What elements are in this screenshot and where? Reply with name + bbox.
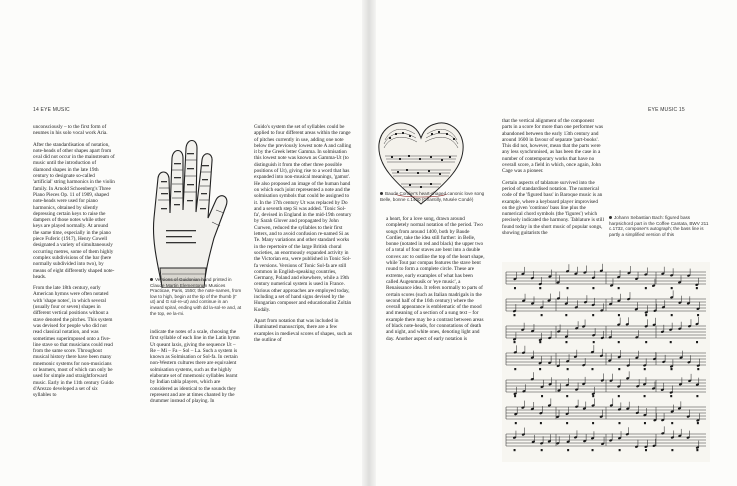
paragraph: unconsciously – to the first form of neumes in his solo vocal work Aria. xyxy=(33,124,108,137)
paragraph: indicate the notes of a scale, choosing the first syllable of each line in the Latin hymn Ut queant laxis, giving the sequence Ut – Re – Mi – Fa – Sol – La. Such a system is known as Solmisation or Sol-fa. In certain non-Western cultures there are equivalent solmisation systems, such as the highly elaborate set of mnemonic syllables learnt by Indian tabla players, which are considered as identical to the sounds they represent and are at times chanted by the drummer instead of playing. In xyxy=(150,329,240,405)
caption-bullet-icon xyxy=(150,278,153,281)
guidonian-hand-illustration xyxy=(122,118,240,288)
caption-text: Versions of Guidonian hand printed in Claude Martin Elementorum Musices Practicae, Paris, 1550; the note-names, from low to high, begin at the tip of the thumb (Γ ut) and G sol-re-ut) and continue in an inward spiral, ending with dd la-sol-re and, at the top, ee la-mi. xyxy=(150,277,242,316)
left-column-3 xyxy=(254,124,352,348)
left-column-2 xyxy=(150,329,242,410)
book-gutter xyxy=(362,0,376,486)
paragraph: a heart, for a love song, drawn around completely normal notation of the period. Two songs from around 1400, both by Baude Cordier, take the idea still further: in Belle, bonne (notated in red and black) the upper two of a total of four staves are bent into a double convex arc to outline the top of the heart shape, while Tout par compas features the stave bent round to form a complete circle. These are extreme, early examples of what has been called Augenmusik or 'eye music', a Renaissance idea. It refers normally to parts of certain scores (such as Italian madrigals in the second half of the 16th century) where the overall appearance is emblematic of the mood and meaning of a section of a sung text – for example there may be a contrast between areas of black note-heads, for connotations of death and night, and white ones, denoting light and day. Another aspect of early notation is xyxy=(386,216,485,342)
caption-bullet-icon xyxy=(609,216,612,219)
left-column-1 xyxy=(33,124,115,403)
right-running-head: EYE MUSIC 15 xyxy=(648,107,685,113)
guidonian-hand-caption xyxy=(150,277,242,316)
left-running-head: 14 EYE MUSIC xyxy=(33,107,70,113)
right-column-2 xyxy=(502,118,604,241)
bach-autograph-score-illustration xyxy=(502,262,710,462)
bach-score-caption xyxy=(609,215,713,237)
caption-text: Baude Cordier's heart-shaped canonic love song Belle, bonne c.1400 (Chantilly, Musée Condé) xyxy=(380,191,485,202)
paragraph: Apart from notation that was included in illuminated manuscripts, there are a few examples in medieval scores of shapes, such as the outline of xyxy=(254,317,352,343)
paragraph: After the standardisation of notation, note-heads of other shapes apart from oval did not occur in the mainstream of music until the introduction of diamond shapes in the late 19th century to designate so-called 'artificial' string harmonics in the violin family. In Arnold Schoenberg's Three Piano Pieces Op. 11 of 1909, shaped note-heads were used for piano harmonics, obtained by silently depressing certain keys to raise the dampers of those notes while other keys are played normally. At around the same time, especially in the piano piece Fuferic (1917), Henry Cowell designated a variety of simultaneously occurring metres, some of them highly complex subdivisions of the bar (here normally subdivided into two), by means of eight differently shaped note-heads. xyxy=(33,141,115,280)
right-column-1 xyxy=(386,216,486,347)
caption-text: Johann Sebastian Bach: figured bass harpsichord part in the Coffee Cantata, BWV 211 c.1732, composer's autograph; the bass line is partly a simplified version of this xyxy=(609,215,709,237)
paragraph: that the vertical alignment of the component parts in a score for more than one performer was abandoned between the early 13th century and around 1600 in favour of separate 'part-books'. This did not, however, mean that the parts were any less synchronised, as has been the case in a number of contemporary works that have no overall score, a field in which, once again, John Cage was a pioneer. xyxy=(502,118,603,175)
caption-bullet-icon xyxy=(380,192,383,195)
paragraph: From the late 18th century, early American hymns were often notated with 'shape notes', in which several (usually four or seven) shapes in different vertical positions without a stave denoted the pitches. This system was devised for people who did not read classical notation, and was sometimes superimposed onto a five-line stave so that musicians could read from the same score. Throughout musical history there have been many mnemonic systems for non-musicians or learners, most of which can only be used for simple and straightforward music. Early in the 11th century Guido d'Arezzo developed a set of six syllables to xyxy=(33,285,114,399)
paragraph: Certain aspects of tablature survived into the period of standardised notation. The numerical code of the 'figured bass' in Baroque music is an example, where a keyboard player improvised on the given 'continuo' bass line plus the numerical chord symbols (the 'figures') which precisely indicated the harmony. Tablature is still found today in the short music of popular songs, showing guitarists the xyxy=(502,179,604,237)
paragraph: Guido's system the set of syllables could be applied to four different areas within the range of pitches currently in use, adding one note below the previously lowest note A and calling it by the Greek letter Gamma. In solmisation this lowest note was known as Gamma-Ut (to distinguish it from the other three possible positions of Ut), giving rise to a word that has expanded into non-musical meanings, 'gamut'. He also proposed an image of the human hand on which each joint represented a note and the solmisation symbols that could be assigned to it. In the 17th century Ut was replaced by Do and a seventh step Si was added. 'Tonic Sol-fa', devised in England in the mid-19th century by Sarah Glover and propagated by John Curwen, reduced the syllables to their first letters, and to avoid confusion re-named Si as Te. Many variations and other standard works in the repertoire of the large British choral societies, an enormously expanded activity in the Victorian era, were published in Tonic Sol-fa versions. Versions of Tonic Sol-fa are still common in English-speaking countries, Germany, Poland and elsewhere, while a 19th century numerical system is used in France. Various other approaches are employed today, including a set of hand signs devised by the Hungarian composer and educationalist Zoltán Kodály. xyxy=(254,124,352,313)
heart-score-caption xyxy=(380,191,485,202)
